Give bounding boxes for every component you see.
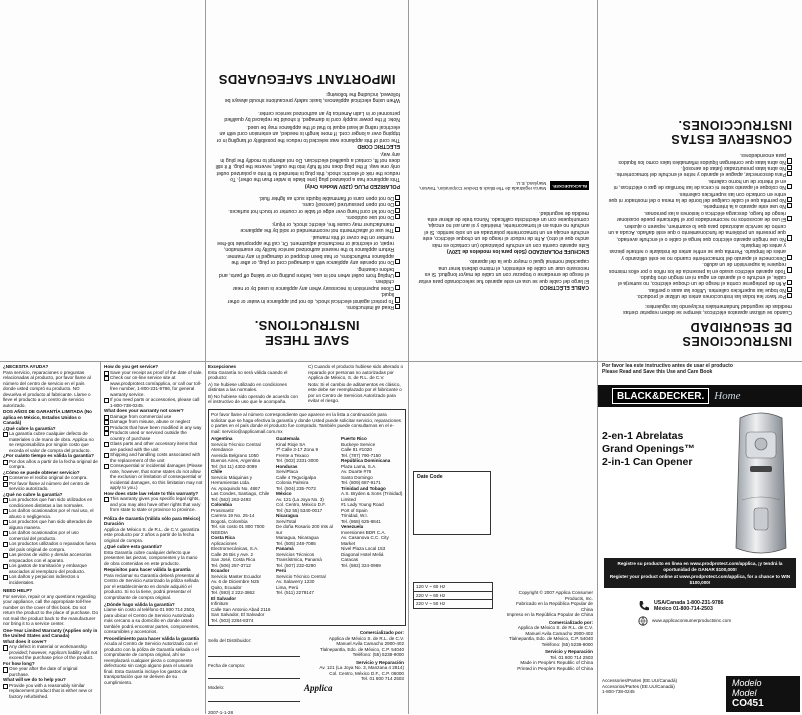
en-safety-item: The use of attachments not recommended or sold by the appliance manufacturer may cause fire, electric shock, or injury. xyxy=(214,220,400,233)
phone-icon xyxy=(638,600,650,612)
model-strip xyxy=(598,674,802,714)
warranty-q-mx: ¿Qué cubre esta garantía? xyxy=(104,544,162,550)
warranty-column-1 xyxy=(3,364,98,712)
country-line: A.S. Bryden & Sons (Trinidad) Limited xyxy=(341,491,403,502)
made-in-es: Fabricado en la República Popular de China xyxy=(516,601,593,612)
country-line: Plaza Lama, S.A. xyxy=(341,463,377,469)
rating-row: 220 V ~ 60 Hz xyxy=(413,592,493,601)
country-name: Nicaragua xyxy=(276,513,299,519)
country-name: Chile xyxy=(211,469,223,475)
importer-address-2: Tlalnepantla, Edo. de México, C.P. 54040 xyxy=(508,636,593,641)
country-name: República Dominicana xyxy=(341,458,391,464)
register-en: Register your product online at www.prodprotect.com/applica, for a chance to WIN $100,000! xyxy=(609,574,791,585)
country-name: Trinidad and Tobago xyxy=(341,485,386,491)
warranty-line: Damage from misuse, abuse or neglect xyxy=(104,419,203,425)
cable-heading-es: CABLE ELÉCTRICO xyxy=(539,284,589,290)
country-line: Managua, Nicaragua xyxy=(276,535,319,541)
country-line: Av. Salaverry 1230 xyxy=(276,579,315,585)
country-line: ServiTotal xyxy=(276,518,297,524)
spanish-safety-panel xyxy=(598,0,802,360)
fold-line-bottom-2 xyxy=(205,362,206,714)
exceptions-text: A) Se hubiese utilizado en condiciones distintas a las normales. xyxy=(208,381,287,393)
country-line: Tel: (54 11) 4302-3099 xyxy=(211,463,257,469)
warranty-line: Damage from commercial use xyxy=(104,414,203,420)
en-safety-item: Close supervision is necessary when any appliance is used by or near children. xyxy=(214,278,400,291)
safety-heading-es-1: INSTRUCCIONES xyxy=(682,334,792,348)
country-line: Carrera 19 No. 25-14 xyxy=(211,513,255,519)
warranty-title-mx: Póliza de Garantía (Válida sólo para México) xyxy=(104,515,201,521)
banner-en: Please Read and Save this Use and Care Book xyxy=(602,368,713,375)
country-line: Inversiones BDR C.A. xyxy=(341,529,386,535)
es-safety-item: No use ningún aparato eléctrico que tenga el cable o el enchufe averiado, que presente un problema de funcionamiento o que esté dañado. Acuda a un centro de servicio autorizado para que lo examinen, reparen o ajusten. xyxy=(608,222,792,241)
country-line: Av. 6 de Diciembre N25 xyxy=(211,579,260,585)
important-safeguards-heading: IMPORTANT SAFEGUARDS xyxy=(218,71,396,87)
importer-phone-2: Teléfono: (55) 5238-9000 xyxy=(541,641,593,647)
warranty-line: La garantía cubre cualquier defecto de materiales o de mano de obra. Applica no se responsabiliza por ningún costo que exceda el valor de compra del producto. xyxy=(3,431,98,453)
country-line: Tel. (593) 2 222-3862 xyxy=(211,590,255,596)
model-label-en: Model xyxy=(732,688,757,698)
blank-panel xyxy=(0,0,205,360)
stamp-label: Sello del Distribuidor: xyxy=(208,638,252,644)
safety-intro-es: Cuando se utilizan aparatos eléctricos, siempre se deben respetar ciertas medidas de seguridad fundamentales incluyendo las siguientes: xyxy=(623,302,792,315)
es-safety-item: Todo aparato eléctrico usado en la presencia de los niños o por ellos mismos requiere la supervisión de un adulto. xyxy=(608,261,792,274)
mexico-phone: México 01-800-714-2503 xyxy=(654,606,713,613)
importer-phone: Teléfono: (55) 5238-9000 xyxy=(352,652,404,658)
warranty-line: Provide you with a reasonably similar replacement product that is either new or factory refurbished. xyxy=(3,683,98,700)
warranty-line: Los daños ocasionados por el uso comercial del producto. xyxy=(3,530,98,541)
save-heading-es-2: INSTRUCCIONES. xyxy=(678,117,792,132)
date-code-label: Date Code xyxy=(417,474,443,480)
country-line: Av. Duarte #76 xyxy=(341,469,372,475)
ratings-table xyxy=(413,582,493,609)
importer-address-2: Manuel Avila Camacho 2900-402 xyxy=(525,630,593,636)
title-en: 2-in-1 Can Opener xyxy=(602,456,693,468)
es-safety-item: No coloque el aparato sobre ni cerca de las hornillas de gas o eléctricas, ni en el interior de un horno caliente. xyxy=(608,177,792,190)
accessories-line-1: Accessories/Partes (EE.UU/Canadá) xyxy=(602,678,678,683)
warranty-line: Check our on-line service site at www.prodprotect.com/applica, or call our toll-free number, 1-800-231-9786, for general warranty service. xyxy=(104,375,203,397)
country-line: Caracas xyxy=(341,557,359,563)
warranty-column-2 xyxy=(104,364,203,712)
safeguards-intro-en: When using electrical appliances, basic safety precautions should always be followed, including the following: xyxy=(224,91,400,104)
country-line: Diagonal Hotel Meliá xyxy=(341,551,384,557)
warranty-q-es: ¿Por cuánto tiempo es válida la garantía? xyxy=(3,453,94,459)
warranty-q-en: What will we do to help you? xyxy=(3,677,66,683)
model-field-label: Modelo: xyxy=(208,685,225,691)
country-line: ServiPlaca xyxy=(276,469,298,475)
exceptions-text: C) Cuando el producto hubiese sido alterado o reparado por personas no autorizadas por Applica de México, S. de R.L. de C.V. xyxy=(308,364,403,380)
register-es: Registre su producto en línea en www.prodprotect.com/applica, ¡y tendrá la oportunidad de GANAR $100,000! xyxy=(617,561,783,572)
rating-row: 220 V ~ 50 Hz xyxy=(413,600,493,609)
warranty-text-mx: Acuda al Centro de Servicio Autorizado con el producto con la póliza de Garantía sellada o el comprobante de compra original, ahí se reemplazará cualquier pieza o componente defectuoso sin cargo alguno para el usuario final. Esta Garantía incluye los gastos de transportación que se deriven de su cumplimiento. xyxy=(104,641,199,685)
en-safety-item: Do not let cord hang over edge of table or counter or touch hot surfaces. xyxy=(214,208,400,214)
model-box xyxy=(726,676,800,712)
product-titles xyxy=(602,430,722,469)
country-name: Perú xyxy=(276,568,287,574)
warranty-line: Any defect in material or workmanship provided; however, Applica's liability will not exceed the purchase price of the product. xyxy=(3,644,98,661)
country-line: Tel. (506) 257-3712 xyxy=(211,562,251,568)
warranty-q-mx: Duración xyxy=(104,521,124,526)
warranty-q-mx: Procedimiento para hacer válida la garantía xyxy=(104,635,199,641)
brand-band xyxy=(598,385,802,407)
website-link[interactable]: www.applicaconsumerproductsinc.com xyxy=(652,618,732,624)
country-line: Aplicaciones Electromecánicas, S.A. xyxy=(211,540,259,552)
polarized-heading-es: ENCHUFE POLARIZADO (Sólo para los modelos de 120V) xyxy=(446,247,589,254)
service-heading: Servicio y Reparación xyxy=(355,659,404,665)
country-name: Costa Rica xyxy=(211,535,235,541)
importer-name-2: Applica de México S. de R.L. de C.V. xyxy=(517,625,593,630)
country-line: Kinal Rioje SA xyxy=(276,441,306,447)
warranty-line: Shipping and handling costs associated with the replacement of the unit xyxy=(104,452,203,463)
country-line: Tel. (505) 248-7085 xyxy=(276,540,316,546)
service-directory-intro: Por favor llame al número correspondiente que aparece en la lista a continuación para solicitar que se haga efectiva la garantía y donde Usted puede solicitar servicio, reparaciones o partes en el país donde el producto fue comprado. También puede consultarnos en el e-mail: servicio@applicamail.com.mx xyxy=(211,412,401,434)
country-line: Tel. (511) 2279147 xyxy=(276,590,314,596)
exceptions-text: B) No hubiese sido operado de acuerdo con el instructivo de uso que le acompaña. xyxy=(208,393,298,405)
warranty-line: Consequential or incidental damages (Please note, however, that some states do not allow the exclusion or limitation of consequential or incidental damages, so this limitation may not apply to you.) xyxy=(104,463,203,491)
importer-heading-2: Comercializado por: xyxy=(548,619,593,625)
country-line: Servicio Máquinas y Herramientas Ltda. xyxy=(211,474,253,486)
printed-in-es: Impreso en la República Popular de China xyxy=(506,612,593,617)
warranty-line: This warranty gives you specific legal rights, and you may also have other rights that vary from state to state or province to province. xyxy=(104,496,203,513)
country-list-3 xyxy=(341,436,403,623)
save-these-instructions: SAVE THESE INSTRUCTIONS. xyxy=(254,318,360,348)
country-line: #1 Lady Young Road xyxy=(341,502,384,508)
country-line: Frente a Texaco xyxy=(276,452,309,458)
cable-text-es: El largo del cable que se usa en este aparato fue seleccionado para evitar el riesgo de enredarse o tropezar con un cable de mayor longitud. Si es necesario usar un cable de extensión, el mismo deberá tener una capacidad nominal igual o mayor que la del aparato. xyxy=(418,258,589,284)
warranty-line: Por favor llame al número del centro de servicio autorizado. xyxy=(3,481,98,492)
contact-block xyxy=(638,600,798,626)
save-heading-es-1: CONSERVE ESTAS xyxy=(670,131,792,146)
exceptions-heading: Excepciones xyxy=(208,364,237,369)
warranty-text-mx: Applica de México S. de R.L. de C.V. garantiza este producto por 2 años a partir de la fecha original de compra. xyxy=(104,526,200,543)
country-name: Venezuela xyxy=(341,524,364,530)
warranty-q-en: What does your warranty not cover? xyxy=(104,408,184,413)
country-line: Tel. sin costo 01 800 7000 NEEDIA xyxy=(211,524,265,535)
print-code: 2007-1-1-28 xyxy=(208,709,234,715)
country-line: Calle 81 #1020 xyxy=(341,447,372,453)
home-wordmark: Home xyxy=(714,390,741,402)
country-name: El Salvador xyxy=(211,595,237,601)
country-line: Servicios Técnicos xyxy=(276,551,315,557)
es-safety-item: Desconecte el aparato del tomacorriente cuando no se esté utilizando y antes de limpiarlo. Permita que se enfríe antes de instalarle o retirarle piezas y antes de limpiarlo. xyxy=(608,242,792,261)
country-name: Guatemala xyxy=(276,436,300,442)
country-line: Av. Casanova C.C. City Market xyxy=(341,535,389,546)
warranty-q-es: ¿Qué no cubre la garantía? xyxy=(3,491,63,497)
cover-panel xyxy=(598,362,802,714)
product-info-panel xyxy=(409,364,597,712)
country-line: Nivel Plaza Local 153 xyxy=(341,546,386,552)
country-line: Bogotá, Colombia xyxy=(211,518,248,524)
warranty-text-mx: Llame sin costo al teléfono 01 800 714 2503, para ubicar el Centro de Servicio Autorizado más cercano a su domicilio en donde usted también podrá encontrar partes, componentes, consumibles y accesorios. xyxy=(104,607,200,635)
polarized-text-es: Este aparato cuenta con un enchufe polarizado (un contacto es más ancho que el otro). A fin de reducir el riesgo de un choque eléctrico, este enchufe encaja en un tomacorriente polarizada en un solo sentido. Si el enchufe no entra en el tomacorriente, inviértalo y si aun así no encaja, comuníquese con un electricista calificado. Nunca trate de alterar esta medida de seguridad. xyxy=(422,209,589,248)
service-heading-2: Servicio y Reparación xyxy=(544,649,593,654)
warranty-line: If you need parts or accessories, please call 1-800-738-0245. xyxy=(104,397,203,408)
warranty-line: Los daños y perjuicios indirectos o incidentales. xyxy=(3,574,98,585)
warranty-title-es: DOS AÑOS DE GARANTÍA LIMITADA (No aplica en México, Estados Unidos o Canadá) xyxy=(3,409,92,426)
accessories-phone: 1-800-738-0245 xyxy=(602,689,635,694)
usa-canada-phone: USA/Canada 1-800-231-9786 xyxy=(654,600,724,606)
warranty-q-es: ¿Cómo se puede obtener servicio? xyxy=(3,469,80,475)
importer-name: Applica de México S. de R.L. de C.V. xyxy=(328,635,404,641)
country-line: Quito, Ecuador xyxy=(211,584,242,590)
importer-heading: Comercializado por: xyxy=(359,630,404,636)
country-line: Prosimaritz xyxy=(211,507,234,513)
warranty-line: Los productos utilizados o reparados fuera del país original de compra. xyxy=(3,541,98,552)
country-line: Calle San Antonio Abad 2116 xyxy=(211,606,271,612)
service-directory-panel xyxy=(208,364,406,715)
warranty-line: Glass parts and other accessory items that are packed with the unit xyxy=(104,441,203,452)
black-decker-logo: BLACK&DECKER. xyxy=(612,388,709,404)
country-line: Port of Spain xyxy=(341,507,368,513)
title-es-2: Grand Openings™ xyxy=(602,443,695,455)
country-line: Colonia Palmira xyxy=(276,480,309,486)
applica-logo: Applica xyxy=(304,682,333,693)
warranty-line: Los productos que han sido alterados de alguna manera. xyxy=(3,519,98,530)
english-safeguards-panel xyxy=(206,0,408,360)
warranty-line: Los productos que han sido utilizados en condiciones distintas a las normales. xyxy=(3,497,98,508)
country-name: Argentina xyxy=(211,436,233,442)
country-line: Tel. (502) 2331-3000 xyxy=(276,458,319,464)
service-line: Tel. 01 800 714 2503 xyxy=(361,676,404,682)
country-name: Puerto Rico xyxy=(341,436,367,442)
es-safety-item: No permita que el cable cuelgue del borde de la mesa o del mostrador ni que entre en contacto con las superficies calientes. xyxy=(608,190,792,203)
globe-icon xyxy=(638,616,648,626)
country-line: Av. Apoquindo No. 4867 xyxy=(211,485,261,491)
trademark-notice: Marca registrada de The Black & Decker Corporation, Towson, Maryland, E.U. xyxy=(418,180,547,192)
registration-promo xyxy=(604,558,796,588)
safety-heading-es-2: DE SEGURIDAD xyxy=(690,320,792,334)
service-line: Av. 121 (La Joya No. 3, Manzana 4 2814) xyxy=(319,665,404,671)
country-list-2 xyxy=(276,436,338,623)
country-line: Santo Domingo xyxy=(341,474,373,480)
warranty-q-en: How does state law relate to this warranty? xyxy=(104,490,199,496)
country-line: Avenida Belgrano 1050 xyxy=(211,452,259,458)
country-line: Tel. (868) 625-8841 xyxy=(341,518,381,524)
warranty-q-en: How do you get service? xyxy=(104,364,159,369)
warranty-line: One year after the date of original purchase. xyxy=(3,666,98,677)
country-line: Lima, Perú xyxy=(276,584,299,590)
country-name: Colombia xyxy=(211,502,232,508)
country-line: Tel. (507) 232-0290 xyxy=(276,562,316,568)
country-line: Las Condes, Santiago, Chile xyxy=(211,491,270,497)
country-line: Tel. (809) 687-9171 xyxy=(341,480,381,486)
warranty-text-mx: Para reclamar su Garantía deberá presentar al Centro de Servicio Autorizado la póliza sellada por el establecimiento en donde adquirió el producto. Si no la tiene, podrá presentar el comprobante de compra original. xyxy=(104,572,200,600)
es-safety-item: No abra latas presurizadas (latas de aerosol). xyxy=(608,165,792,171)
country-line: Tel. (503) 2284-8374 xyxy=(211,617,254,623)
en-safety-item: Do not open pressurized (aerosol) cans. xyxy=(214,201,400,207)
country-line: Trinidad, W.I. xyxy=(341,513,368,519)
copyright-line: Copyright © 2007 Applica Consumer Products, Inc. xyxy=(518,590,593,601)
country-line: Tel. (504) 235-7073 xyxy=(276,485,316,491)
country-line: Tel: (562) 263-2493 xyxy=(211,496,251,502)
es-safety-item: No use este aparato a la intemperie. xyxy=(608,203,792,209)
help-text-es: Para servicio, reparaciones o preguntas relacionadas al producto, por favor llame al número del centro de servicio en el país donde usted compró su producto. NO devuelva el producto al fabricante. Llame o lleve el producto a un centro de servicio autorizado. xyxy=(3,369,91,408)
es-safety-item: Por favor lea todas las instrucciones antes de utilizar el producto. xyxy=(608,293,792,299)
accessories-line-2: Accesorios/Partes (EE.UU/Canadá) xyxy=(602,683,675,689)
country-line: De doña Rosario 200 mts al sur xyxy=(276,524,333,535)
spanish-cord-panel xyxy=(409,0,597,360)
printed-in-en: Printed in People's Republic of China xyxy=(517,665,593,671)
service-directory-box xyxy=(208,409,406,626)
warranty-line: Los daños ocasionados por el mal uso, el abuso o negligencia. xyxy=(3,508,98,519)
help-text-en: For service, repair or any questions regarding your appliance, call the appropriate toll-free number on the cover of this book. Do not return the product to the place of purchase. Do not mail the product back to the manufacturer nor bring it to a service center. xyxy=(3,593,98,627)
en-safety-item: Read all instructions. xyxy=(214,304,400,310)
en-safety-item: Do not open cans of flammable liquids such as lighter fluid. xyxy=(214,195,400,201)
polarized-text-en: This appliance has a polarized plug (one blade is wider than the other). To reduce the risk of electric shock, this plug is intended to fit into a polarized outlet only one way. If the plug does not fit fully into the outlet, reverse the plug. If it still does not fit, contact a qualified electrician. Do not attempt to modify the plug in any way. xyxy=(215,150,400,183)
banner-es: Por favor lea este instructivo antes de usar el producto xyxy=(602,363,733,369)
country-line: Infinitum xyxy=(211,601,229,607)
rating-row: 120 V ~ 60 Hz xyxy=(413,582,493,592)
country-line: Tel. (787) 790-7150 xyxy=(341,452,381,458)
cord-heading-en: ELECTRIC CORD xyxy=(357,143,400,150)
service-line: Col. Centro, México D.F., C.P. 06000 xyxy=(329,670,404,676)
can-opener-illustration xyxy=(724,410,798,560)
note-text-en: Note: If the power supply cord is damaged, it should be replaced by qualified personnel or in Latin America by an authorized service center. xyxy=(224,109,400,123)
es-safety-item: A fin de protegerse contra el riesgo de un choque eléctrico, no sumerja el cable, el enchufe o el aparato en agua ni en ningún otro líquido. xyxy=(608,274,792,287)
made-in-en: Made in People's Republic of China xyxy=(520,660,593,665)
en-safety-item: Do not use outdoors. xyxy=(214,214,400,220)
model-number: CO451 xyxy=(732,698,764,709)
importer-address: Tlalnepantla, Edo. de México, C.P. 54040 xyxy=(319,646,404,652)
purchase-date-label: Fecha de compra: xyxy=(208,662,246,668)
en-safety-item: Do not operate any appliance with a damaged cord or plug, or after the appliance malfunctions, or has been dropped or damaged in any manner. Return appliance to the nearest authorized service facility for examination, repair, or electrical or mechanical adjustment. Or, call the appropriate toll-free number on the cover of this manual. xyxy=(214,233,400,265)
country-line: Buckeye Service xyxy=(341,441,376,447)
es-safety-item: No abra latas que contengan líquidos inflamables tales como los líquidos para encendedores. xyxy=(608,152,792,165)
country-line: 7ª Calle 3-17 Zona 9 xyxy=(276,447,319,453)
date-code-box xyxy=(413,471,491,535)
country-line: Tel: (52 55) 5340-0017 xyxy=(276,507,323,513)
warranty-line: Conserve el recibo original de compra. xyxy=(3,475,98,481)
es-safety-item: Para desconectar, apague el aparato y retire el enchufe del tomacorriente. xyxy=(608,171,792,177)
country-line: San José, Costa Rica xyxy=(211,557,256,563)
fold-line-bottom-1 xyxy=(100,362,101,714)
importer-block xyxy=(304,630,404,715)
importer-address: Manuel Avila Camacho 2900-402 xyxy=(336,641,404,647)
exceptions-text: Nota: Si el cambio de aditamentos es clásico, este debe ser reemplazado por el fabricante o por un Centro de Servicios Autorizado para evitar el riesgo. xyxy=(308,381,402,404)
warranty-q-mx: ¿Dónde hago válida la garantía? xyxy=(104,601,175,607)
black-decker-mini-logo: BLACK&DECKER. xyxy=(550,181,589,189)
help-heading-en: NEED HELP? xyxy=(3,588,33,594)
exceptions-text: Esta Garantía no será válida cuando el producto: xyxy=(208,369,288,380)
en-safety-item: To protect against electrical shock, do not put appliance in water or other liquid. xyxy=(214,291,400,304)
help-heading-es: ¿NECESITA AYUDA? xyxy=(3,364,49,369)
en-safety-item: Unplug from outlet when not in use, before putting on or taking off parts, and before cleaning. xyxy=(214,265,400,278)
model-label-es: Modelo xyxy=(732,678,762,688)
country-line: Calle 26 Bis y Ave. 2 xyxy=(211,551,254,557)
country-name: Panamá xyxy=(276,546,294,552)
warranty-line: Save your receipt as proof of the date of sale. xyxy=(104,370,203,376)
warranty-line: Por dos años a partir de la fecha original de compra. xyxy=(3,459,98,470)
es-safety-item: El uso de accesorios no recomendados por el fabricante puede ocasionar riesgo de fuego, descarga eléctrica o lesiones a las personas. xyxy=(608,210,792,223)
country-name: México xyxy=(276,491,292,497)
warranty-title-en: One-Year Limited Warranty (Applies only in the United States and Canada) xyxy=(3,627,98,639)
country-line: Calle 4 Tegucigalpa xyxy=(276,474,317,480)
cord-text-en: The cord of this appliance was selected to reduce the possibility of tangling in or tripping over a longer cord. If more length is needed, an extension cord with an electrical rating at least equal to that of the appliance may be used. xyxy=(216,123,400,143)
country-line: Transístmica, Panamá xyxy=(276,557,322,563)
warranty-q-en: For how long? xyxy=(3,660,35,666)
country-name: Honduras xyxy=(276,463,298,469)
country-list-1 xyxy=(211,436,273,623)
country-line: San Salvador, El Salvador xyxy=(211,612,265,618)
copyright-block xyxy=(505,590,593,671)
country-name: Ecuador xyxy=(211,568,230,574)
warranty-text-mx: Esta Garantía cubre cualquier defecto que presenten las piezas, componentes y la mano de obra contenidas en este producto. xyxy=(104,549,198,566)
es-safety-item: No toque las superficies calientes. Utilice las asas o perillas. xyxy=(608,286,792,292)
warranty-line: Products that have been modified in any way xyxy=(104,425,203,431)
country-line: Buenos Aires, Argentina xyxy=(211,458,261,464)
warranty-line: Products used or serviced outside the country of purchase xyxy=(104,430,203,441)
country-line: Av. 121 (La Joya No. 3) xyxy=(276,496,324,502)
warranty-q-es: ¿Qué cubre la garantía? xyxy=(3,425,56,431)
country-line: Tel. (582) 324-0969 xyxy=(341,562,381,568)
country-line: Col. Centro, México D.F. xyxy=(276,502,326,508)
service-phone-2: Tel. 01 800 714 2503 xyxy=(550,654,593,660)
country-line: Servicio Master Ecuador xyxy=(211,573,262,579)
title-es-1: 2-en-1 Abrelatas xyxy=(602,430,684,442)
warranty-line: Los gastos de tramitación y embarque asociados al reemplazo del producto. xyxy=(3,563,98,574)
warranty-line: Las piezas de vidrio y demás accesorios empacados con el aparato. xyxy=(3,552,98,563)
warranty-q-en: What does it cover? xyxy=(3,638,47,644)
country-line: Servicio Técnico Central xyxy=(276,573,326,579)
warranty-q-mx: Requisitos para hacer válida la garantía xyxy=(104,567,191,573)
country-line: Servicio Técnico Central Atendance xyxy=(211,441,261,453)
polarized-heading-en: POLARIZED PLUG (120V Models Only) xyxy=(304,182,400,189)
